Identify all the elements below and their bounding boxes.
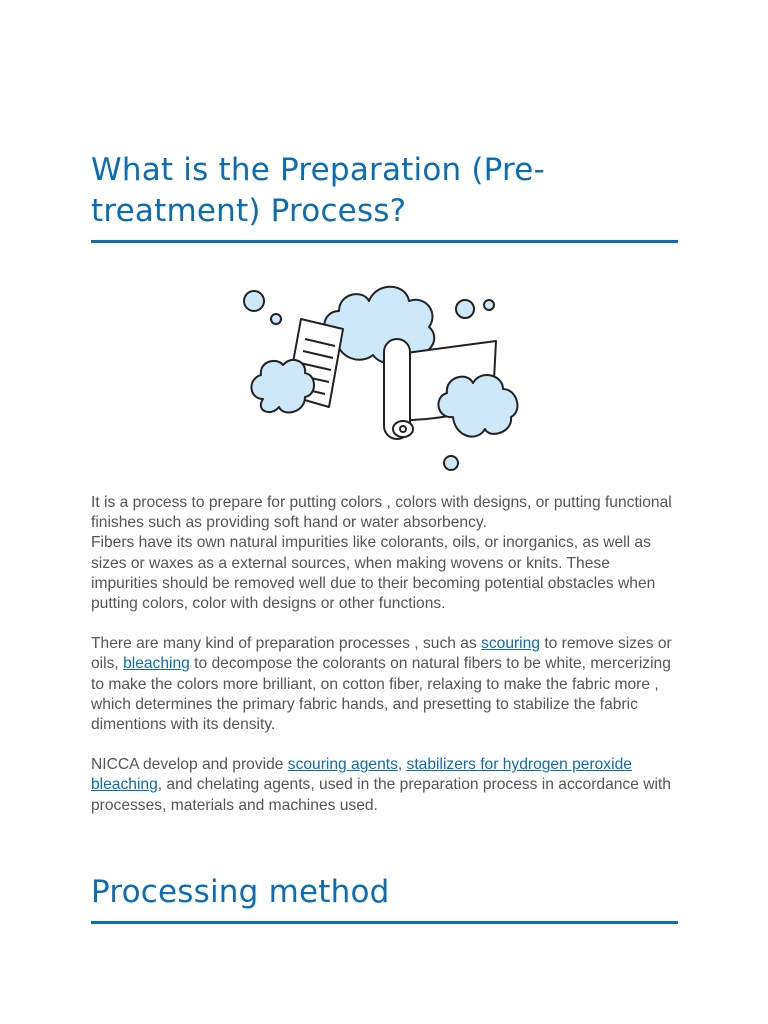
paragraph-nicca-products [91,755,678,816]
paragraph-nicca-text-1: NICCA develop and provide [91,756,288,774]
bubble-4 [484,300,494,310]
stabilizers-link[interactable]: stabilizers for hydrogen peroxide bleaching [91,756,632,794]
bubble-5 [444,456,458,470]
title-underline [91,240,678,243]
section-title-preparation: What is the Preparation (Pre-treatment) Process? [91,152,545,229]
processing-title-underline [91,921,678,924]
section-title-processing-method: Processing method [91,873,390,910]
cloud-left [251,360,314,413]
scouring-link[interactable]: scouring [481,635,540,653]
paragraph-process-text-1: There are many kind of preparation processes , such as [91,635,482,653]
cloud-right [438,375,517,437]
paragraph-process-text-2: to remove sizes or oils, [91,635,672,673]
fabric-scouring-illustration [241,271,531,473]
bleaching-link[interactable]: bleaching [123,655,190,673]
bubble-3 [456,300,474,318]
bubble-1 [244,291,264,311]
paragraph-nicca-text-2: , [397,756,407,774]
paragraph-process-text-3: to decompose the colorants on natural fibers to be white, mercerizing to make the colors more brilliant, on cotton fiber, relaxing to make the fabric more , which determines the primary fabric hands, and presetting to stabilize the fabric dimentions with its density. [91,655,671,734]
bubble-2 [271,314,281,324]
section-processing-method [91,872,678,924]
paragraph-definition [91,493,678,614]
article-content [91,150,678,924]
paragraph-definition-line1: It is a process to prepare for putting colors , colors with designs, or putting functional finishes such as providing soft hand or water absorbency. [91,494,672,532]
scouring-agents-link[interactable]: scouring agents [287,756,398,774]
intro-text-block [91,493,678,816]
paragraph-nicca-text-3: , and chelating agents, used in the preparation process in accordance with processes, materials and machines used. [91,776,671,814]
paragraph-definition-line2: Fibers have its own natural impurities like colorants, oils, or inorganics, as well as sizes or waxes as a external sources, when making wovens or knits. These impurities should be removed well due to their becoming potential obstacles when putting colors, color with designs or other functions. [91,534,656,613]
paragraph-process-types [91,634,678,735]
illustration-fabric-clouds [91,271,678,473]
